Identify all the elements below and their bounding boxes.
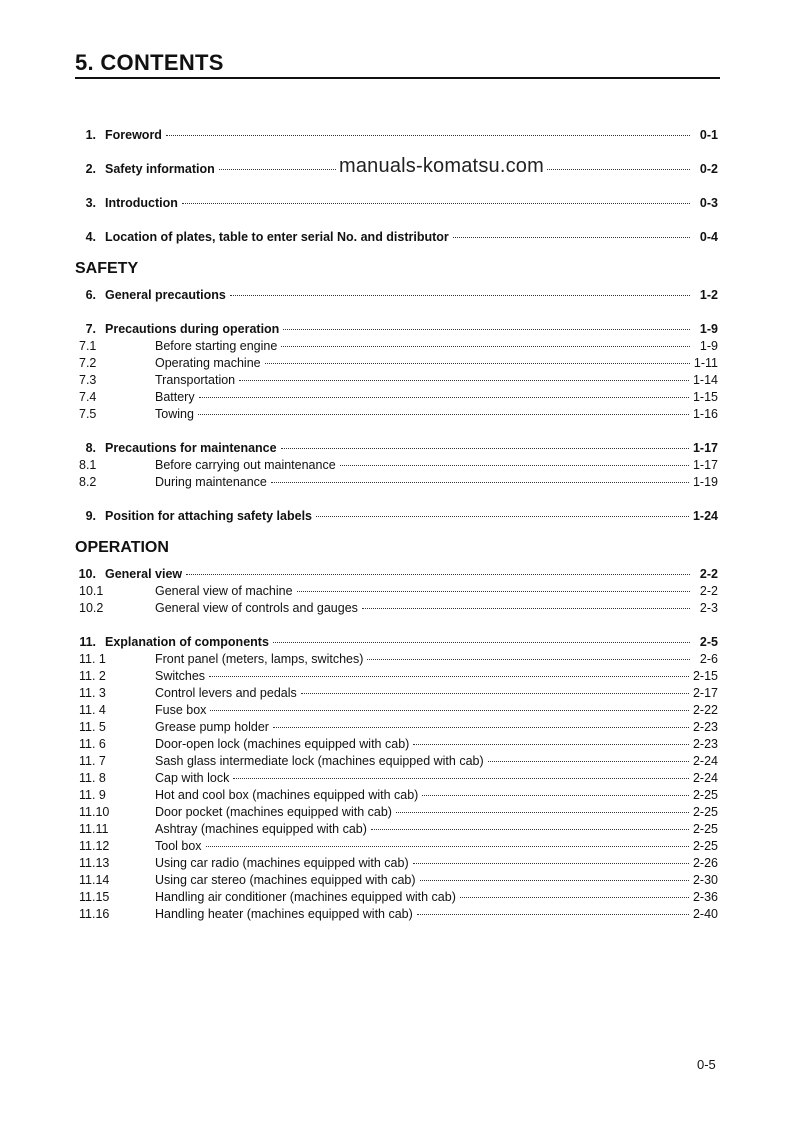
toc-number: 11.14 (79, 873, 110, 887)
toc-number: 7.1 (79, 339, 97, 353)
dot-leader (273, 727, 689, 728)
toc-entry[interactable] (75, 128, 718, 144)
toc-label: Door-open lock (machines equipped with cab) (155, 737, 410, 751)
toc-label: Position for attaching safety labels (105, 509, 312, 523)
toc-page: 2-5 (699, 635, 718, 649)
dot-leader (233, 778, 689, 779)
toc-subentry[interactable] (75, 458, 718, 474)
toc-number: 6. (85, 288, 96, 302)
toc-subentry[interactable] (75, 390, 718, 406)
toc-number: 3. (85, 196, 96, 210)
toc-page: 2-25 (692, 788, 718, 802)
toc-page: 0-1 (699, 128, 718, 142)
toc-page: 2-3 (699, 601, 718, 615)
toc-label: Before carrying out maintenance (155, 458, 336, 472)
toc-number: 11. 1 (79, 652, 106, 666)
dot-leader (186, 574, 690, 575)
toc-label: Using car stereo (machines equipped with cab) (155, 873, 416, 887)
toc-label: Control levers and pedals (155, 686, 297, 700)
toc-page: 2-25 (692, 839, 718, 853)
dot-leader (206, 846, 689, 847)
toc-subentry[interactable] (75, 407, 718, 423)
toc-entry[interactable] (75, 567, 718, 583)
toc-label: Tool box (155, 839, 202, 853)
page-number: 0-5 (697, 1057, 716, 1072)
toc-label: Transportation (155, 373, 236, 387)
toc-number: 11.16 (79, 907, 110, 921)
toc-number: 1. (85, 128, 96, 142)
toc-page: 1-24 (692, 509, 718, 523)
dot-leader (198, 414, 689, 415)
toc-subentry[interactable] (75, 584, 718, 600)
toc-subentry[interactable] (75, 890, 718, 906)
toc-label: During maintenance (155, 475, 267, 489)
toc-label: Using car radio (machines equipped with cab) (155, 856, 409, 870)
toc-number: 11.13 (79, 856, 110, 870)
toc-label: General view of machine (155, 584, 293, 598)
toc-page: 1-11 (693, 356, 718, 370)
dot-leader (230, 295, 690, 296)
toc-entry[interactable] (75, 509, 718, 525)
toc-number: 11. 4 (79, 703, 106, 717)
toc-subentry[interactable] (75, 737, 718, 753)
dot-leader (417, 914, 689, 915)
dot-leader (413, 863, 689, 864)
toc-number: 7.4 (79, 390, 97, 404)
toc-number: 11. 3 (79, 686, 106, 700)
toc-page: 1-19 (692, 475, 718, 489)
toc-page: 2-2 (699, 567, 718, 581)
toc-number: 11.10 (79, 805, 110, 819)
toc-subentry[interactable] (75, 754, 718, 770)
toc-entry[interactable] (75, 441, 718, 457)
toc-label: Handling heater (machines equipped with cab) (155, 907, 413, 921)
dot-leader (265, 363, 690, 364)
dot-leader (340, 465, 689, 466)
toc-subentry[interactable] (75, 339, 718, 355)
toc-entry[interactable] (75, 196, 718, 212)
toc-page: 1-9 (699, 322, 718, 336)
dot-leader (460, 897, 689, 898)
toc-page: 2-6 (699, 652, 718, 666)
dot-leader (210, 710, 689, 711)
dot-leader (273, 642, 690, 643)
toc-label: Grease pump holder (155, 720, 269, 734)
dot-leader (271, 482, 689, 483)
dot-leader (367, 659, 690, 660)
dot-leader (297, 591, 690, 592)
toc-page: 1-15 (692, 390, 718, 404)
toc-page: 2-23 (692, 720, 718, 734)
toc-entry[interactable] (75, 230, 718, 246)
toc-subentry[interactable] (75, 601, 718, 617)
dot-leader (362, 608, 690, 609)
toc-number: 7.5 (79, 407, 97, 421)
dot-leader (301, 693, 689, 694)
toc-number: 10. (78, 567, 96, 581)
toc-page: 2-23 (692, 737, 718, 751)
toc-subentry[interactable] (75, 907, 718, 923)
toc-label: Location of plates, table to enter serial No. and distributor (105, 230, 449, 244)
toc-page: 2-24 (692, 771, 718, 785)
toc-number: 7.3 (79, 373, 97, 387)
toc-label: Cap with lock (155, 771, 230, 785)
toc-subentry[interactable] (75, 788, 718, 804)
toc-subentry[interactable] (75, 873, 718, 889)
toc-number: 10.1 (79, 584, 104, 598)
toc-page: 2-15 (692, 669, 718, 683)
toc-number: 8.1 (79, 458, 97, 472)
toc-label: Battery (155, 390, 195, 404)
dot-leader (396, 812, 689, 813)
toc-subentry[interactable] (75, 822, 718, 838)
section-heading-safety: SAFETY (75, 260, 139, 277)
dot-leader (453, 237, 690, 238)
toc-label: Ashtray (machines equipped with cab) (155, 822, 367, 836)
toc-number: 11. 6 (79, 737, 106, 751)
toc-number: 4. (85, 230, 96, 244)
toc-page: 2-25 (692, 822, 718, 836)
dot-leader (371, 829, 689, 830)
dot-leader (281, 448, 689, 449)
toc-number: 11. 7 (79, 754, 106, 768)
title-rule (75, 77, 720, 79)
toc-number: 11. 5 (79, 720, 106, 734)
toc-number: 2. (85, 162, 96, 176)
toc-number: 8.2 (79, 475, 97, 489)
toc-subentry[interactable] (75, 771, 718, 787)
dot-leader (413, 744, 689, 745)
toc-number: 11. 9 (79, 788, 106, 802)
toc-page: 1-16 (692, 407, 718, 421)
toc-page: 0-4 (699, 230, 718, 244)
toc-label: Handling air conditioner (machines equipped with cab) (155, 890, 456, 904)
toc-subentry[interactable] (75, 839, 718, 855)
toc-label: Hot and cool box (machines equipped with cab) (155, 788, 419, 802)
toc-page: 2-25 (692, 805, 718, 819)
toc-label: Front panel (meters, lamps, switches) (155, 652, 364, 666)
toc-label: General view of controls and gauges (155, 601, 358, 615)
dot-leader (239, 380, 689, 381)
toc-label: Safety information (105, 162, 215, 176)
dot-leader (283, 329, 690, 330)
toc-label: Towing (155, 407, 194, 421)
toc-number: 11.11 (79, 822, 109, 836)
toc-page: 1-17 (692, 441, 718, 455)
dot-leader (316, 516, 689, 517)
toc-subentry[interactable] (75, 652, 718, 668)
toc-label: Operating machine (155, 356, 261, 370)
toc-page: 0-2 (699, 162, 718, 176)
toc-subentry[interactable] (75, 720, 718, 736)
toc-subentry[interactable] (75, 356, 718, 372)
toc-subentry[interactable] (75, 856, 718, 872)
toc-label: Before starting engine (155, 339, 278, 353)
toc-page: 2-22 (692, 703, 718, 717)
toc-page: 0-3 (699, 196, 718, 210)
toc-subentry[interactable] (75, 373, 718, 389)
toc-page: 2-24 (692, 754, 718, 768)
dot-leader (422, 795, 689, 796)
toc-number: 10.2 (79, 601, 104, 615)
toc-label: Sash glass intermediate lock (machines equipped with cab) (155, 754, 484, 768)
section-heading-operation: OPERATION (75, 539, 169, 556)
toc-label: General precautions (105, 288, 226, 302)
toc-number: 7. (85, 322, 96, 336)
toc-number: 11. 2 (79, 669, 106, 683)
toc-page: 2-17 (692, 686, 718, 700)
dot-leader (182, 203, 690, 204)
dot-leader (281, 346, 690, 347)
dot-leader (166, 135, 690, 136)
toc-number: 7.2 (79, 356, 97, 370)
toc-number: 11. 8 (79, 771, 106, 785)
toc-number: 8. (85, 441, 96, 455)
toc-number: 11. (79, 635, 96, 649)
toc-label: Precautions during operation (105, 322, 280, 336)
toc-label: Fuse box (155, 703, 207, 717)
toc-entry[interactable] (75, 288, 718, 304)
toc-page: 1-9 (699, 339, 718, 353)
toc-label: Foreword (105, 128, 162, 142)
watermark-text: manuals-komatsu.com (336, 155, 547, 178)
dot-leader (420, 880, 689, 881)
toc-number: 9. (85, 509, 96, 523)
toc-page: 1-14 (692, 373, 718, 387)
toc-entry[interactable] (75, 635, 718, 651)
toc-page: 2-40 (692, 907, 718, 921)
toc-subentry[interactable] (75, 669, 718, 685)
toc-number: 11.15 (79, 890, 110, 904)
dot-leader (209, 676, 689, 677)
toc-page: 2-26 (692, 856, 718, 870)
toc-page: 1-17 (692, 458, 718, 472)
toc-page: 2-30 (692, 873, 718, 887)
toc-label: Door pocket (machines equipped with cab) (155, 805, 392, 819)
toc-page: 2-2 (699, 584, 718, 598)
toc-page: 2-36 (692, 890, 718, 904)
toc-label: Introduction (105, 196, 178, 210)
toc-subentry[interactable] (75, 805, 718, 821)
toc-label: Explanation of components (105, 635, 269, 649)
toc-label: General view (105, 567, 183, 581)
toc-subentry[interactable] (75, 686, 718, 702)
toc-label: Switches (155, 669, 206, 683)
toc-page: 1-2 (699, 288, 718, 302)
dot-leader (488, 761, 689, 762)
page-title: 5. CONTENTS (75, 50, 224, 75)
dot-leader (199, 397, 689, 398)
toc-entry[interactable] (75, 322, 718, 338)
toc-number: 11.12 (79, 839, 110, 853)
toc-label: Precautions for maintenance (105, 441, 277, 455)
toc-subentry[interactable] (75, 703, 718, 719)
toc-subentry[interactable] (75, 475, 718, 491)
